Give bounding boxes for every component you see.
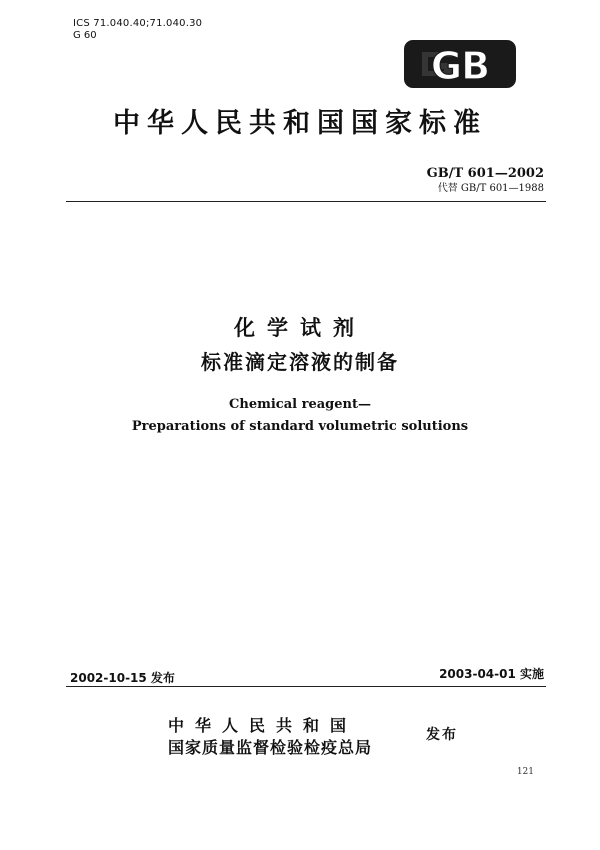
document-title-en-line1: Chemical reagent— bbox=[229, 397, 371, 412]
document-title-en-line2: Preparations of standard volumetric solutions bbox=[131, 419, 469, 434]
ccs-code: G 60 bbox=[73, 30, 97, 41]
header-divider bbox=[66, 201, 546, 202]
gb-logo bbox=[404, 40, 516, 88]
publisher-line2: 国家质量监督检验检疫总局 bbox=[168, 738, 373, 757]
page-number: 121 bbox=[516, 767, 534, 777]
issue-date: 2002-10-15 发布 bbox=[70, 671, 175, 685]
publish-label: 发布 bbox=[426, 727, 458, 743]
implementation-date: 2003-04-01 实施 bbox=[439, 667, 544, 681]
publisher-line1: 中华人民共和国 bbox=[168, 716, 358, 735]
standard-number: GB/T 601—2002 bbox=[426, 166, 544, 181]
national-standard-title: 中华人民共和国国家标准 bbox=[113, 108, 487, 139]
gb-logo-text: GB bbox=[430, 44, 490, 88]
ics-code: ICS 71.040.40;71.040.30 bbox=[73, 18, 203, 29]
footer-divider bbox=[66, 686, 546, 687]
document-title-zh-line2: 标准滴定溶液的制备 bbox=[201, 350, 399, 374]
document-title-zh-line1: 化学试剂 bbox=[234, 316, 366, 340]
replaced-standard: 代替 GB/T 601—1988 bbox=[437, 183, 544, 194]
